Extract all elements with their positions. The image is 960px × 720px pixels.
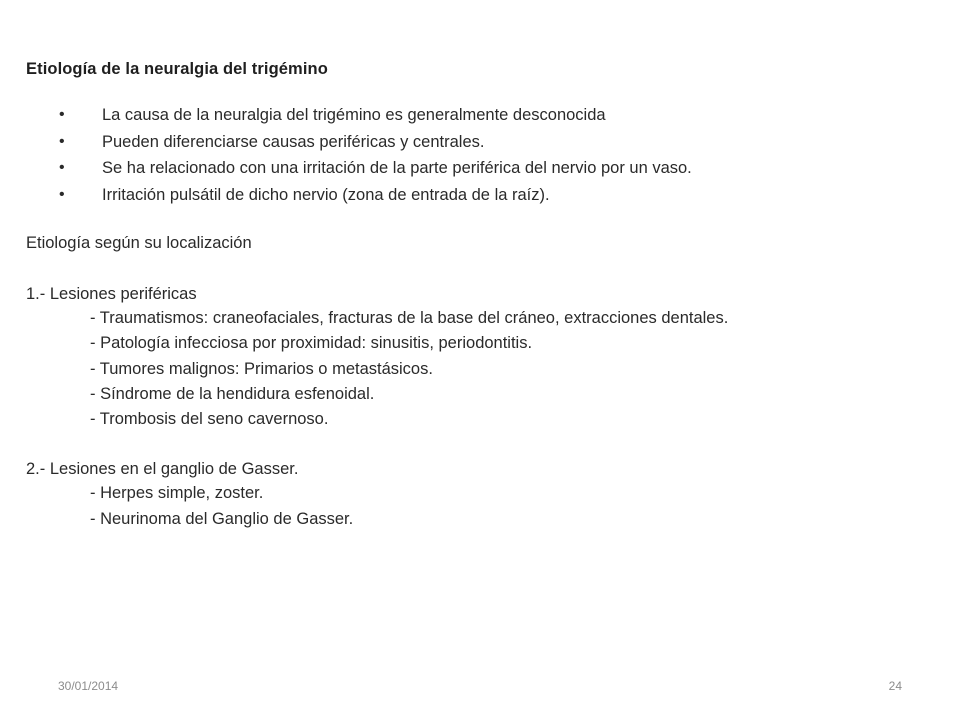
bullet-text: Irritación pulsátil de dicho nervio (zona de entrada de la raíz). (102, 185, 550, 204)
sub-item: - Trombosis del seno cavernoso. (90, 410, 329, 429)
bullet-text: La causa de la neuralgia del trigémino es generalmente desconocida (102, 106, 606, 124)
bullet-text: Pueden diferenciarse causas periféricas y centrales. (102, 132, 485, 151)
sub-item: - Síndrome de la hendidura esfenoidal. (90, 384, 375, 403)
bullet-dot-icon: • (59, 159, 65, 176)
bullet-list (26, 102, 926, 208)
bullet-item (26, 129, 926, 156)
sub-item: - Tumores malignos: Primarios o metastásicos. (90, 359, 433, 378)
bullet-dot-icon: • (59, 106, 65, 123)
bullet-item (26, 102, 926, 129)
sub-item: - Patología infecciosa por proximidad: sinusitis, periodontitis. (90, 334, 533, 353)
sub-item: - Traumatismos: craneofaciales, fracturas de la base del cráneo, extracciones dentales. (90, 309, 729, 327)
footer-page-number: 24 (888, 679, 902, 693)
bullet-text: Se ha relacionado con una irritación de la parte periférica del nervio por un vaso. (102, 159, 692, 177)
section-heading: Etiología según su localización (26, 234, 252, 252)
slide-title: Etiología de la neuralgia del trigémino (26, 60, 328, 78)
sub-item-list (26, 481, 926, 532)
bullet-dot-icon: • (59, 185, 65, 203)
group-title: 2.- Lesiones en el ganglio de Gasser. (26, 460, 299, 479)
bullet-item (26, 182, 926, 209)
sub-item: - Neurinoma del Ganglio de Gasser. (90, 509, 354, 528)
group-peripheral-lesions (26, 282, 926, 432)
sub-item-list (26, 306, 926, 432)
slide-content (26, 57, 926, 532)
footer-date: 30/01/2014 (58, 679, 119, 693)
bullet-item (26, 155, 926, 182)
group-gasser-ganglion-lesions (26, 457, 926, 532)
sub-item: - Herpes simple, zoster. (90, 484, 264, 503)
bullet-dot-icon: • (59, 132, 65, 150)
group-title: 1.- Lesiones periféricas (26, 285, 197, 303)
